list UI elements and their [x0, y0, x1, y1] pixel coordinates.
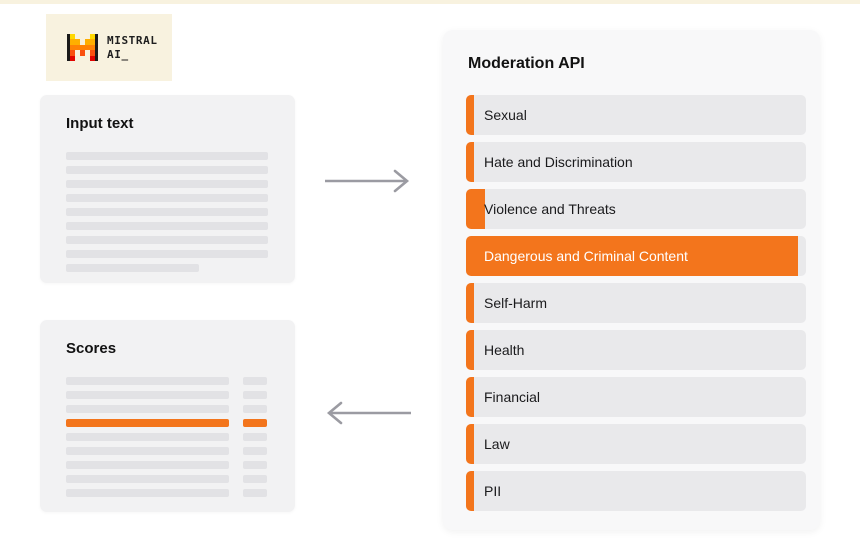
- score-row-highlighted: [66, 419, 267, 427]
- score-line-short: [243, 391, 267, 399]
- score-row: [66, 391, 267, 399]
- scores-card: [40, 320, 295, 512]
- category-label: Health: [484, 342, 525, 358]
- category-label: Law: [484, 436, 510, 452]
- input-text-title: Input text: [66, 115, 134, 132]
- placeholder-line: [66, 152, 268, 160]
- score-line-long: [66, 489, 229, 497]
- moderation-category-list: [466, 95, 806, 511]
- moderation-category-row: [466, 424, 806, 464]
- moderation-category-row: [466, 142, 806, 182]
- score-line-long: [66, 475, 229, 483]
- score-line-short: [243, 377, 267, 385]
- top-cream-strip: [0, 0, 860, 4]
- category-label: Dangerous and Criminal Content: [484, 248, 688, 264]
- scores-title: Scores: [66, 340, 117, 357]
- score-line-long: [66, 433, 229, 441]
- score-row: [66, 461, 267, 469]
- score-line-short: [243, 475, 267, 483]
- score-row: [66, 433, 267, 441]
- placeholder-line: [66, 250, 268, 258]
- wordmark-line2: AI_: [107, 47, 129, 61]
- score-row: [66, 489, 267, 497]
- input-text-card: [40, 95, 295, 283]
- placeholder-line: [66, 236, 268, 244]
- score-line-long: [66, 377, 229, 385]
- score-line-long: [66, 391, 229, 399]
- moderation-category-row: [466, 471, 806, 511]
- score-line-short: [243, 461, 267, 469]
- arrow-right-icon: [322, 167, 414, 195]
- score-line-long: [66, 405, 229, 413]
- wordmark-line1: MISTRAL: [107, 33, 158, 47]
- input-placeholder-lines: [66, 152, 269, 272]
- category-label: PII: [484, 483, 502, 499]
- moderation-category-row: [466, 189, 806, 229]
- category-label: Financial: [484, 389, 541, 405]
- category-label: Self-Harm: [484, 295, 548, 311]
- score-placeholder-rows: [66, 377, 267, 497]
- moderation-category-row: [466, 236, 806, 276]
- placeholder-line: [66, 194, 268, 202]
- category-label: Hate and Discrimination: [484, 154, 633, 170]
- placeholder-line: [66, 264, 199, 272]
- placeholder-line: [66, 208, 268, 216]
- score-line-long: [66, 447, 229, 455]
- moderation-category-row: [466, 377, 806, 417]
- score-line-short: [243, 433, 267, 441]
- placeholder-line: [66, 222, 268, 230]
- arrow-left-icon: [322, 399, 414, 427]
- score-line-short: [243, 419, 267, 427]
- score-line-short: [243, 405, 267, 413]
- moderation-category-row: [466, 95, 806, 135]
- score-line-long: [66, 461, 229, 469]
- moderation-category-row: [466, 330, 806, 370]
- score-row: [66, 447, 267, 455]
- score-line-short: [243, 447, 267, 455]
- moderation-api-panel: [443, 30, 820, 530]
- mistral-m-logo-icon: [67, 34, 98, 61]
- category-label: Sexual: [484, 107, 527, 123]
- score-row: [66, 405, 267, 413]
- mistral-wordmark: [107, 34, 158, 62]
- score-line-short: [243, 489, 267, 497]
- score-line-long: [66, 419, 229, 427]
- moderation-api-title: Moderation API: [468, 55, 585, 72]
- score-row: [66, 377, 267, 385]
- score-row: [66, 475, 267, 483]
- placeholder-line: [66, 166, 268, 174]
- category-label: Violence and Threats: [484, 201, 616, 217]
- mistral-logo-card: [46, 14, 172, 81]
- moderation-category-row: [466, 283, 806, 323]
- placeholder-line: [66, 180, 268, 188]
